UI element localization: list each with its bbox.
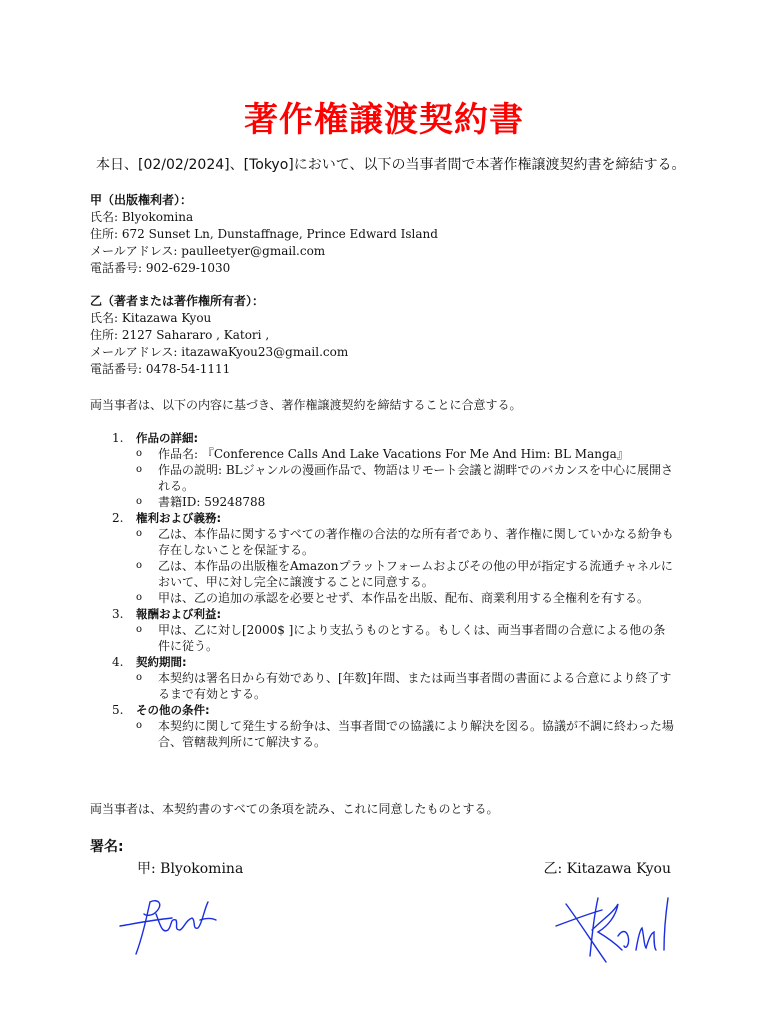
signature-a-stroke — [120, 901, 216, 954]
signature-label: 署名: — [90, 839, 124, 855]
term-item — [112, 446, 677, 462]
term-item — [112, 718, 677, 750]
term-item-text: 甲は、乙に対し[2000$ ]により支払うものとする。もしくは、両当事者間の合意による他の条件に従う。 — [158, 623, 666, 653]
bullet-icon: o — [136, 496, 143, 507]
term-number: 4. — [112, 655, 124, 669]
bullet-icon: o — [136, 448, 143, 459]
bullet-icon: o — [136, 624, 143, 635]
party-a-heading: 甲（出版権利者）： — [90, 193, 193, 207]
party-a-phone: 電話番号: 902-629-1030 — [90, 261, 231, 275]
intro-paragraph: 本日、[02/02/2024]、[Tokyo]において、以下の当事者間で本著作権譲渡契約書を締結する。 — [96, 157, 686, 173]
party-b-block — [90, 293, 730, 378]
term-item-text: 乙は、本作品に関するすべての著作権の合法的な所有者であり、著作権に関していかなる紛争も存在しないことを保証する。 — [158, 527, 674, 557]
party-a-address: 住所: 672 Sunset Ln, Dunstaffnage, Prince Edward Island — [90, 227, 438, 241]
term-item — [112, 670, 677, 702]
term-heading: 作品の詳細: — [136, 431, 199, 445]
term-item-text: 甲は、乙の追加の承認を必要とせず、本作品を出版、配布、商業利用する全権利を有する。 — [158, 591, 650, 605]
term-item-text: 作品の説明: BLジャンルの漫画作品で、物語はリモート会議と湖畔でのバカンスを中心に展開される。 — [158, 463, 674, 493]
terms-list — [112, 430, 677, 750]
signature-party-a-name: 甲: Blyokomina — [137, 861, 244, 877]
bullet-icon: o — [136, 528, 143, 539]
term-item-text: 本契約に関して発生する紛争は、当事者間での協議により解決を図る。協議が不調に終わった場合、管轄裁判所にて解決する。 — [158, 719, 674, 749]
signature-b-stroke — [556, 898, 668, 962]
term-item — [112, 526, 677, 558]
term-item — [112, 622, 677, 654]
term-item — [112, 494, 677, 510]
signature-b-image — [552, 890, 682, 970]
bullet-icon: o — [136, 560, 143, 571]
party-b-email: メールアドレス: itazawaKyou23@gmail.com — [90, 345, 349, 359]
party-b-name: 氏名: Kitazawa Kyou — [90, 311, 212, 325]
term-item — [112, 590, 677, 606]
bullet-icon: o — [136, 464, 143, 475]
term-item-text: 作品名: 『Conference Calls And Lake Vacations For Me And Him: BL Manga』 — [158, 447, 629, 461]
signature-a-image — [112, 890, 222, 960]
term-3 — [112, 606, 677, 622]
term-item — [112, 462, 677, 494]
term-item-text: 書籍ID: 59248788 — [158, 495, 266, 509]
party-b-heading: 乙（著者または著作権所有者）： — [90, 294, 265, 308]
term-number: 1. — [112, 431, 124, 445]
closing-statement: 両当事者は、本契約書のすべての条項を読み、これに同意したものとする。 — [90, 802, 499, 816]
term-heading: 報酬および利益: — [136, 607, 222, 621]
term-heading: 権利および義務: — [136, 511, 222, 525]
party-a-block — [90, 192, 730, 277]
signature-party-b-name: 乙: Kitazawa Kyou — [543, 861, 671, 877]
bullet-icon: o — [136, 720, 143, 731]
term-2 — [112, 510, 677, 526]
term-number: 3. — [112, 607, 124, 621]
document-title: 著作権譲渡契約書 — [244, 100, 524, 140]
term-4 — [112, 654, 677, 670]
bullet-icon: o — [136, 672, 143, 683]
party-a-email: メールアドレス: paulleetyer@gmail.com — [90, 244, 326, 258]
bullet-icon: o — [136, 592, 143, 603]
term-5 — [112, 702, 677, 718]
term-heading: その他の条件: — [136, 703, 210, 717]
party-b-phone: 電話番号: 0478-54-1111 — [90, 362, 231, 376]
agreement-intro: 両当事者は、以下の内容に基づき、著作権譲渡契約を締結することに合意する。 — [90, 398, 522, 412]
term-heading: 契約期間: — [136, 655, 187, 669]
term-item-text: 乙は、本作品の出版権をAmazonプラットフォームおよびその他の甲が指定する流通チャネルにおいて、甲に対し完全に譲渡することに同意する。 — [158, 559, 673, 589]
party-a-name: 氏名: Blyokomina — [90, 210, 194, 224]
term-1 — [112, 430, 677, 446]
term-item — [112, 558, 677, 590]
term-number: 5. — [112, 703, 124, 717]
party-b-address: 住所: 2127 Sahararo , Katori , — [90, 328, 270, 342]
term-number: 2. — [112, 511, 124, 525]
term-item-text: 本契約は署名日から有効であり、[年数]年間、または両当事者間の書面による合意により終了するまで有効とする。 — [158, 671, 672, 701]
